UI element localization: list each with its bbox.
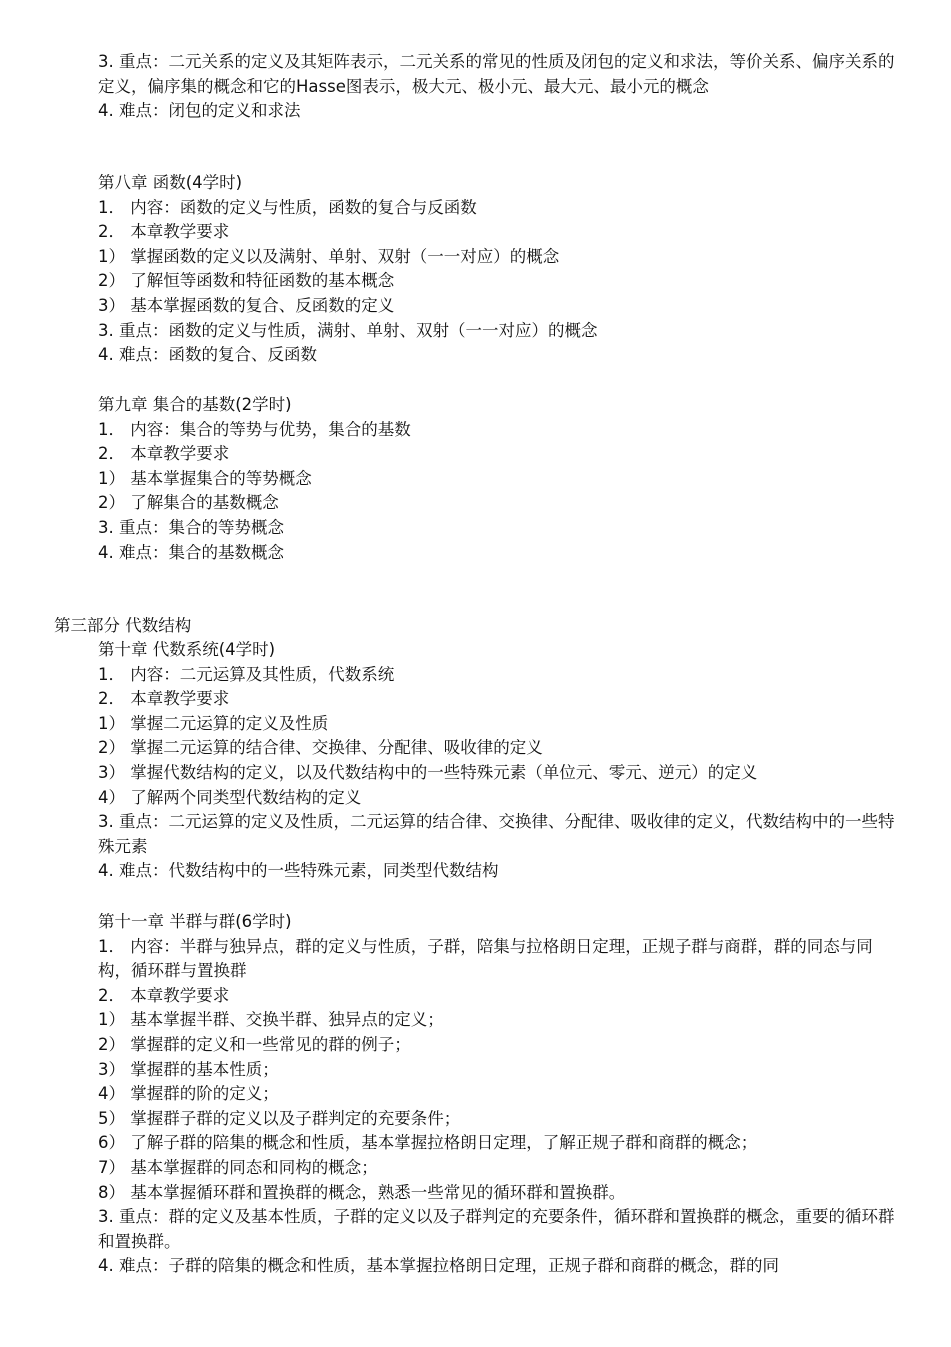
- difficulty-text: 4. 难点：集合的基数概念: [98, 542, 284, 562]
- chapter-title: 第十章 代数系统(4学时): [98, 640, 276, 659]
- chapter10-section: [98, 638, 898, 884]
- requirements-label: 2． 本章教学要求: [98, 985, 230, 1005]
- difficulty-text: 4. 难点：代数结构中的一些特殊元素，同类型代数结构: [98, 861, 499, 881]
- requirement-item: 4） 了解两个同类型代数结构的定义: [98, 787, 362, 807]
- requirements-label: 2． 本章教学要求: [98, 222, 230, 242]
- requirement-item: 3） 基本掌握函数的复合、反函数的定义: [98, 295, 395, 315]
- part-title: 第三部分 代数结构: [54, 616, 192, 635]
- requirement-item: 1） 基本掌握半群、交换半群、独异点的定义；: [98, 1010, 444, 1030]
- key-points-text: 3. 重点：二元运算的定义及性质，二元运算的结合律、交换律、分配律、吸收律的定义，代数结构中的一些特殊元素: [98, 812, 895, 856]
- requirements-label: 2． 本章教学要求: [98, 444, 230, 464]
- chapter-title: 第八章 函数(4学时): [98, 173, 243, 192]
- chapter9-section: [98, 393, 898, 565]
- difficulty-text: 4. 难点：子群的陪集的概念和性质，基本掌握拉格朗日定理，正规子群和商群的概念，群的同: [98, 1256, 779, 1276]
- requirement-item: 3） 掌握代数结构的定义，以及代数结构中的一些特殊元素（单位元、零元、逆元）的定义: [98, 762, 758, 782]
- key-points-text: 3. 重点：二元关系的定义及其矩阵表示，二元关系的常见的性质及闭包的定义和求法，等价关系、偏序关系的定义，偏序集的概念和它的Hasse图表示，极大元、极小元、最大元、最小元的概念: [98, 52, 895, 96]
- chapter-title: 第十一章 半群与群(6学时): [98, 912, 292, 931]
- requirement-item: 2） 掌握二元运算的结合律、交换律、分配律、吸收律的定义: [98, 738, 543, 758]
- requirement-item: 2） 了解集合的基数概念: [98, 493, 279, 513]
- content-text: 1． 内容：集合的等势与优势，集合的基数: [98, 419, 411, 439]
- chapter-title: 第九章 集合的基数(2学时): [98, 395, 292, 414]
- requirement-item: 1） 掌握二元运算的定义及性质: [98, 713, 329, 733]
- content-text: 1． 内容：半群与独异点，群的定义与性质，子群，陪集与拉格朗日定理，正规子群与商群，群的同态与同构，循环群与置换群: [98, 936, 873, 981]
- requirement-item: 1） 基本掌握集合的等势概念: [98, 468, 312, 488]
- requirement-item: 7） 基本掌握群的同态和同构的概念；: [98, 1157, 378, 1177]
- key-points-text: 3. 重点：群的定义及基本性质，子群的定义以及子群判定的充要条件，循环群和置换群的概念，重要的循环群和置换群。: [98, 1207, 895, 1251]
- difficulty-text: 4. 难点：函数的复合、反函数: [98, 345, 317, 365]
- chapter7-tail: [98, 50, 898, 124]
- content-text: 1． 内容：二元运算及其性质，代数系统: [98, 664, 395, 684]
- requirement-item: 3） 掌握群的基本性质；: [98, 1059, 279, 1079]
- key-points-text: 3. 重点：集合的等势概念: [98, 517, 284, 537]
- requirements-label: 2． 本章教学要求: [98, 689, 230, 709]
- requirement-item: 5） 掌握群子群的定义以及子群判定的充要条件；: [98, 1108, 461, 1128]
- requirement-item: 1） 掌握函数的定义以及满射、单射、双射（一一对应）的概念: [98, 246, 560, 266]
- key-points-text: 3. 重点：函数的定义与性质，满射、单射、双射（一一对应）的概念: [98, 320, 598, 340]
- requirement-item: 8） 基本掌握循环群和置换群的概念，熟悉一些常见的循环群和置换群。: [98, 1182, 626, 1202]
- requirement-item: 6） 了解子群的陪集的概念和性质，基本掌握拉格朗日定理，了解正规子群和商群的概念；: [98, 1133, 758, 1153]
- requirement-item: 2） 了解恒等函数和特征函数的基本概念: [98, 271, 395, 291]
- difficulty-text: 4. 难点：闭包的定义和求法: [98, 101, 301, 121]
- requirement-item: 2） 掌握群的定义和一些常见的群的例子；: [98, 1034, 411, 1054]
- content-text: 1． 内容：函数的定义与性质，函数的复合与反函数: [98, 197, 477, 217]
- chapter8-section: [98, 171, 898, 368]
- chapter11-section: [98, 910, 898, 1279]
- requirement-item: 4） 掌握群的阶的定义；: [98, 1084, 279, 1104]
